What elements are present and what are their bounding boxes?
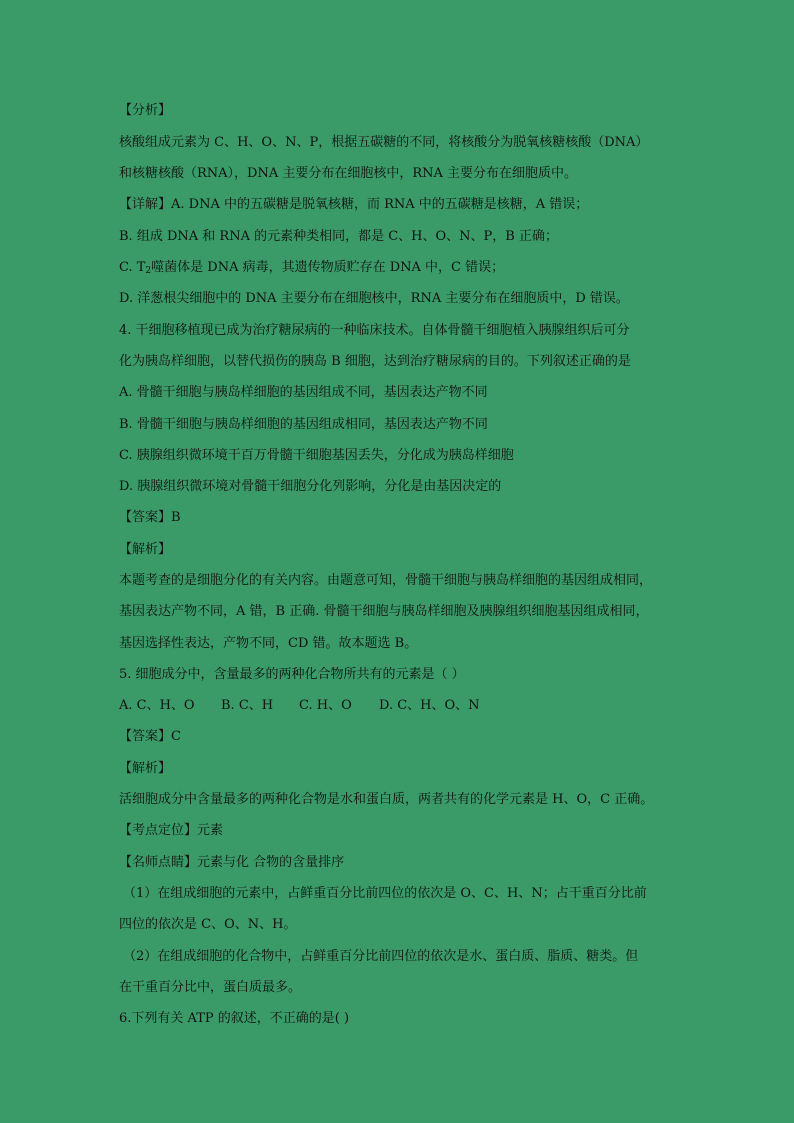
section-heading-analysis: 【分析】 — [119, 103, 172, 118]
answer-line: 【答案】B — [119, 510, 181, 525]
text-line: （2）在组成细胞的化合物中，占鲜重百分比前四位的依次是水、蛋白质、脂质、糖类。但 — [123, 949, 639, 964]
section-heading-detail: 【详解】A. DNA 中的五碳糖是脱氧核糖，而 RNA 中的五碳糖是核糖，A 错误； — [119, 197, 589, 212]
text-line: 和核糖核酸（RNA），DNA 主要分布在细胞核中，RNA 主要分布在细胞质中。 — [119, 166, 578, 181]
subscript: 2 — [145, 266, 152, 276]
section-heading-explanation: 【解析】 — [119, 542, 172, 557]
option-text: 噬菌体是 DNA 病毒，其遗传物质贮存在 DNA 中，C 错误； — [151, 260, 505, 275]
question-4: 4. 干细胞移植现已成为治疗糖尿病的一种临床技术。自体骨髓干细胞植入胰腺组织后可分 — [119, 323, 630, 338]
option-b: B. C、H — [221, 698, 274, 713]
text-line: 在干重百分比中，蛋白质最多。 — [119, 980, 302, 995]
text-line: 基因选择性表达，产物不同，CD 错。故本题选 B。 — [119, 636, 418, 651]
text-line: 活细胞成分中含量最多的两种化合物是水和蛋白质，两者共有的化学元素是 H、O，C 正确。 — [119, 792, 654, 807]
section-heading-tip: 【名师点睛】元素与化 合物的含量排序 — [119, 855, 345, 870]
option-prefix: C. T — [119, 260, 146, 275]
option-line: D. 洋葱根尖细胞中的 DNA 主要分布在细胞核中，RNA 主要分布在细胞质中，D 错误。 — [119, 291, 629, 306]
option-c: C. 胰腺组织微环境干百万骨髓干细胞基因丢失，分化成为胰岛样细胞 — [119, 448, 514, 463]
section-heading-explanation: 【解析】 — [119, 761, 172, 776]
option-d: D. C、H、O、N — [379, 698, 480, 713]
question-5-options — [119, 697, 679, 715]
option-c: C. H、O — [299, 698, 352, 713]
question-4-cont: 化为胰岛样细胞，以替代损伤的胰岛 B 细胞，达到治疗糖尿病的目的。下列叙述正确的是 — [119, 354, 631, 369]
option-a: A. C、H、O — [119, 698, 195, 713]
option-line — [119, 259, 679, 277]
section-heading-point: 【考点定位】元素 — [119, 823, 224, 838]
text-line: （1）在组成细胞的元素中，占鲜重百分比前四位的依次是 O、C、H、N；占干重百分比前 — [123, 886, 647, 901]
option-d: D. 胰腺组织微环境对骨髓干细胞分化列影响，分化是由基因决定的 — [119, 479, 502, 494]
option-line: B. 组成 DNA 和 RNA 的元素种类相同，都是 C、H、O、N、P，B 正确； — [119, 229, 558, 244]
option-b: B. 骨髓干细胞与胰岛样细胞的基因组成相同，基因表达产物不同 — [119, 417, 488, 432]
text-line: 四位的依次是 C、O、N、H。 — [119, 917, 297, 932]
text-line: 核酸组成元素为 C、H、O、N、P，根据五碳糖的不同，将核酸分为脱氧核糖核酸（DNA） — [119, 135, 649, 150]
text-line: 本题考查的是细胞分化的有关内容。由题意可知，骨髓干细胞与胰岛样细胞的基因组成相同， — [119, 573, 653, 588]
option-a: A. 骨髓干细胞与胰岛样细胞的基因组成不同，基因表达产物不同 — [119, 385, 488, 400]
answer-line: 【答案】C — [119, 729, 181, 744]
question-5: 5. 细胞成分中，含量最多的两种化合物所共有的元素是（ ） — [119, 667, 465, 682]
question-6: 6.下列有关 ATP 的叙述，不正确的是( ) — [119, 1011, 350, 1026]
text-line: 基因表达产物不同，A 错，B 正确. 骨髓干细胞与胰岛样细胞及胰腺组织细胞基因组成相同， — [119, 604, 649, 619]
